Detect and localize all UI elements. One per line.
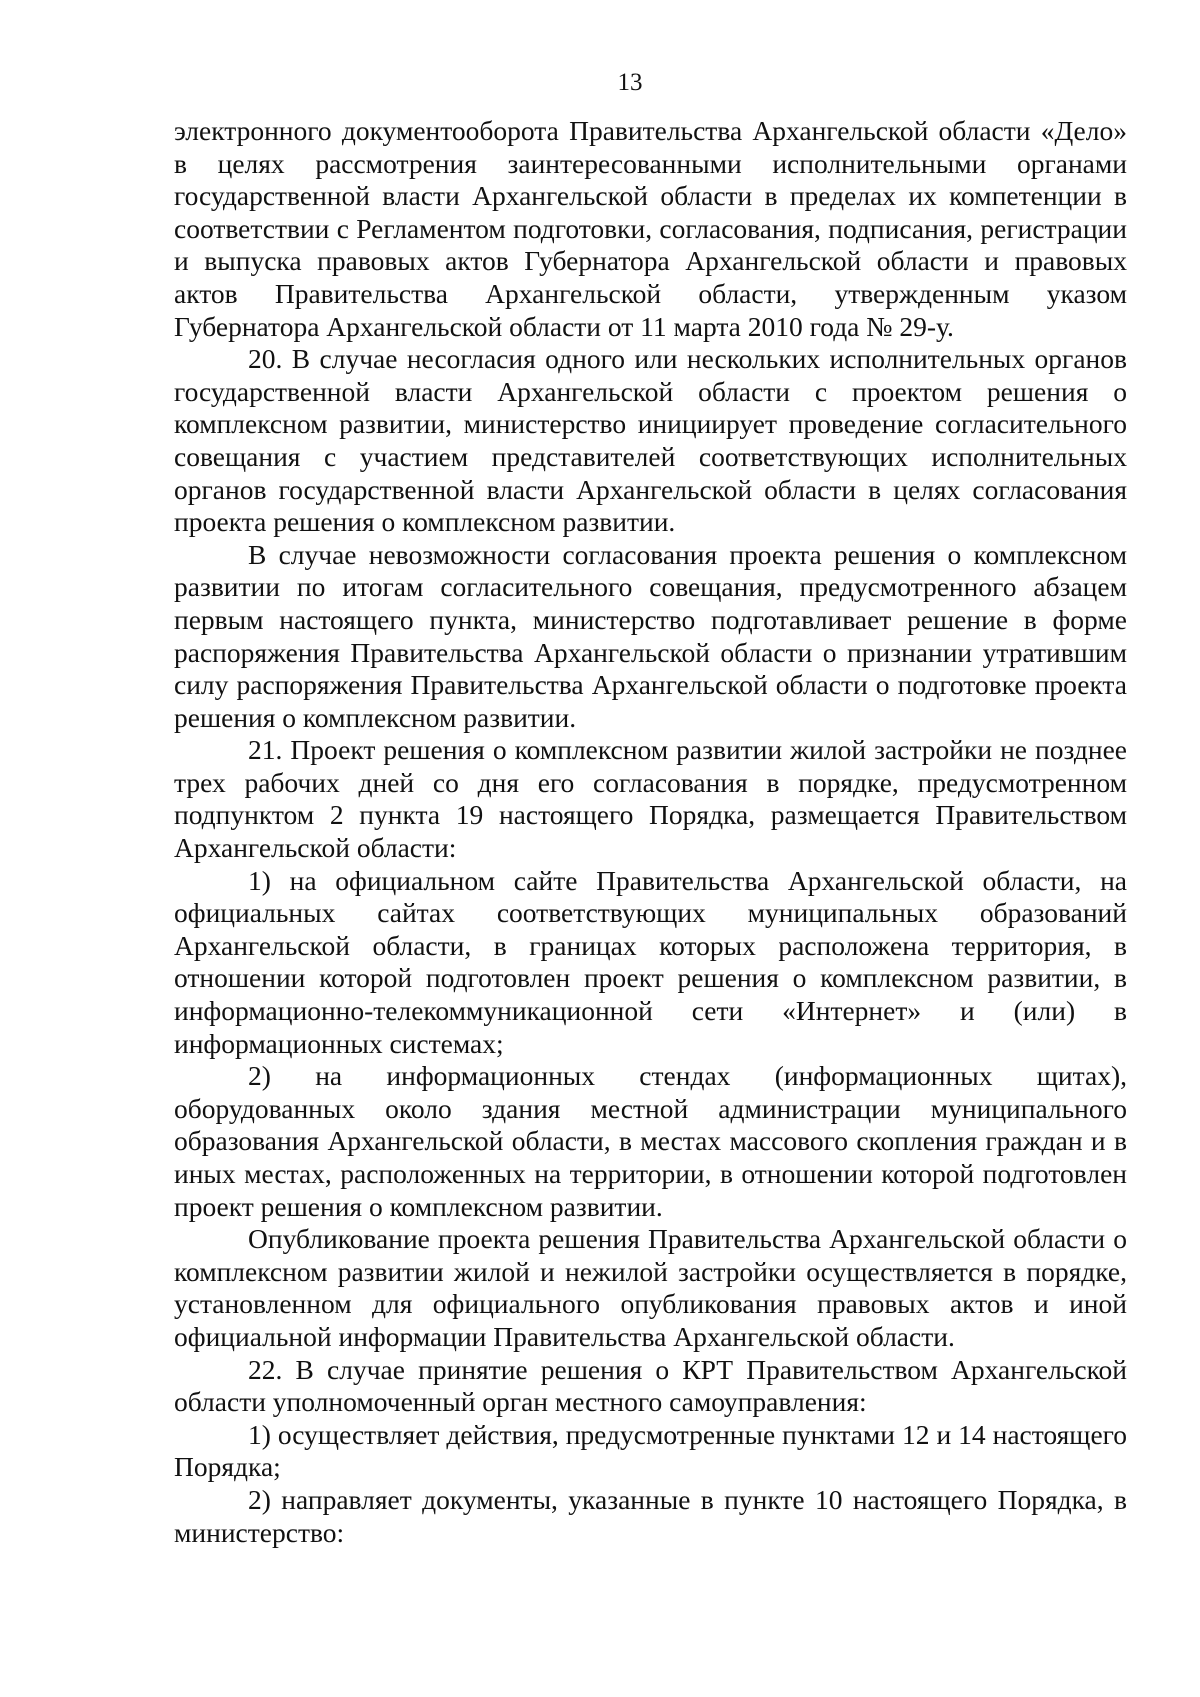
paragraph-item-20: 20. В случае несогласия одного или нескольких исполнительных органов государственной власти Архангельской области с проектом решения о комплексном развитии, министерство инициирует проведение согласительного совещания с участием представителей соответствующих исполнительных органов государственной власти Архангельской области в целях согласования проекта решения о комплексном развитии. <box>174 343 1127 538</box>
paragraph-item-20-second: В случае невозможности согласования проекта решения о комплексном развитии по итогам согласительного совещания, предусмотренного абзацем первым настоящего пункта, министерство подготавливает решение в форме распоряжения Правительства Архангельской области о признании утратившим силу распоряжения Правительства Архангельской области о подготовке проекта решения о комплексном развитии. <box>174 538 1127 733</box>
paragraph-item-21-sub-1: 1) на официальном сайте Правительства Архангельской области, на официальных сайтах соответствующих муниципальных образований Архангельской области, в границах которых расположена территория, в отношении которой подготовлен проект решения о комплексном развитии, в информационно-телекоммуникационной сети «Интернет» и (или) в информационных системах; <box>174 864 1127 1059</box>
paragraph-item-22-sub-2: 2) направляет документы, указанные в пункте 10 настоящего Порядка, в министерство: <box>174 1483 1127 1548</box>
page-number: 13 <box>617 69 643 96</box>
paragraph-item-22-sub-1: 1) осуществляет действия, предусмотренные пунктами 12 и 14 настоящего Порядка; <box>174 1418 1127 1483</box>
document-body <box>174 115 1127 1549</box>
paragraph-continuation: электронного документооборота Правительства Архангельской области «Дело» в целях рассмотрения заинтересованными исполнительными органами государственной власти Архангельской области в пределах их компетенции в соответствии с Регламентом подготовки, согласования, подписания, регистрации и выпуска правовых актов Губернатора Архангельской области и правовых актов Правительства Архангельской области, утвержденным указом Губернатора Архангельской области от 11 марта 2010 года № 29-у. <box>174 115 1127 342</box>
paragraph-item-21-sub-2: 2) на информационных стендах (информационных щитах), оборудованных около здания местной администрации муниципального образования Архангельской области, в местах массового скопления граждан и в иных местах, расположенных на территории, в отношении которой подготовлен проект решения о комплексном развитии. <box>174 1060 1127 1222</box>
paragraph-item-21-publication: Опубликование проекта решения Правительства Архангельской области о комплексном развитии жилой и нежилой застройки осуществляется в порядке, установленном для официального опубликования правовых актов и иной официальной информации Правительства Архангельской области. <box>174 1223 1127 1352</box>
paragraph-item-21: 21. Проект решения о комплексном развитии жилой застройки не позднее трех рабочих дней со дня его согласования в порядке, предусмотренном подпунктом 2 пункта 19 настоящего Порядка, размещается Правительством Архангельской области: <box>174 734 1127 864</box>
paragraph-item-22: 22. В случае принятие решения о КРТ Правительством Архангельской области уполномоченный орган местного самоуправления: <box>174 1353 1127 1418</box>
